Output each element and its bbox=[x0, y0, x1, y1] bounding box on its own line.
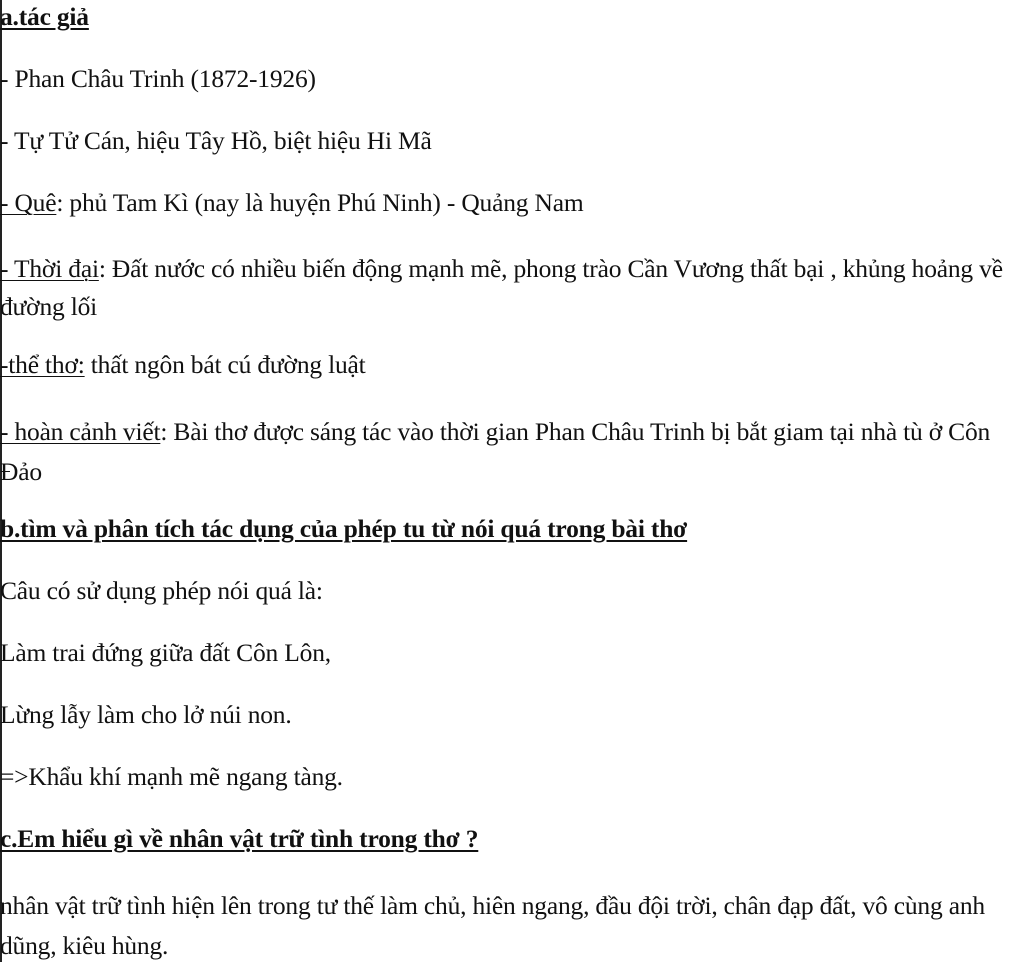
author-name-line: - Phan Châu Trinh (1872-1926) bbox=[0, 64, 316, 93]
hometown-text: : phủ Tam Kì (nay là huyện Phú Ninh) - Quảng Nam bbox=[56, 188, 584, 217]
hometown-line bbox=[0, 188, 583, 218]
heading-lyrical-character: c.Em hiểu gì về nhân vật trữ tình trong thơ ? bbox=[0, 824, 479, 853]
hyperbole-intro-line: Câu có sử dụng phép nói quá là: bbox=[0, 576, 323, 605]
era-label: - Thời đại bbox=[0, 254, 99, 283]
heading-hyperbole: b.tìm và phân tích tác dụng của phép tu từ nói quá trong bài thơ bbox=[0, 514, 688, 543]
author-alias-line: - Tự Tử Cán, hiệu Tây Hồ, biệt hiệu Hi Mã bbox=[0, 126, 432, 155]
poem-form-label: -thể thơ: bbox=[0, 350, 85, 379]
verse-line-1: Làm trai đứng giữa đất Côn Lôn, bbox=[0, 638, 331, 667]
era-text: : Đất nước có nhiều biến động mạnh mẽ, phong trào Cần Vương thất bại , khủng hoảng về đường lối bbox=[0, 254, 1003, 321]
lyrical-character-paragraph: nhân vật trữ tình hiện lên trong tư thế làm chủ, hiên ngang, đầu đội trời, chân đạp đất, vô cùng anh dũng, kiêu hùng. bbox=[0, 891, 985, 960]
context-text: : Bài thơ được sáng tác vào thời gian Phan Châu Trinh bị bắt giam tại nhà tù ở Côn Đảo bbox=[0, 417, 991, 486]
hometown-label: - Quê bbox=[0, 188, 57, 217]
context-label: - hoàn cảnh viết bbox=[0, 417, 161, 446]
poem-form-text: thất ngôn bát cú đường luật bbox=[84, 350, 366, 379]
era-paragraph bbox=[0, 250, 1020, 326]
context-paragraph bbox=[0, 412, 1020, 492]
conclusion-line: =>Khẩu khí mạnh mẽ ngang tàng. bbox=[0, 762, 343, 791]
verse-line-2: Lừng lẫy làm cho lở núi non. bbox=[0, 700, 292, 729]
poem-form-line bbox=[0, 350, 366, 380]
heading-author: a.tác giả bbox=[0, 2, 89, 31]
